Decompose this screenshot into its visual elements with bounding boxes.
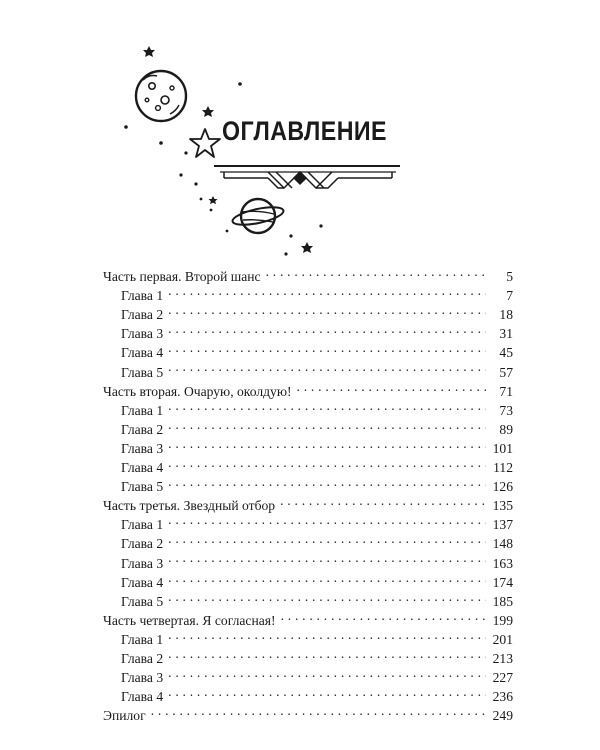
toc-page-number: 174: [492, 574, 513, 590]
toc-entry-label: Глава 4: [121, 460, 164, 476]
toc-page-number: 112: [493, 460, 513, 476]
toc-entry-label: Глава 1: [121, 517, 164, 533]
toc-entry-label: Глава 1: [121, 631, 164, 647]
toc-entry-label: Глава 5: [121, 364, 164, 380]
toc-page-number: 101: [492, 440, 513, 456]
toc-entry-label: Часть вторая. Очарую, околдую!: [103, 383, 292, 399]
dot-leader: [168, 510, 486, 529]
toc-entry-label: Часть первая. Второй шанс: [103, 269, 261, 285]
star-icon: [190, 129, 220, 157]
dot-leader: [281, 606, 486, 625]
toc-page-number: 249: [492, 708, 513, 724]
toc-page-number: 148: [492, 536, 513, 552]
toc-page-number: 126: [492, 479, 513, 495]
toc-entry-label: Эпилог: [103, 708, 146, 724]
toc-entry-label: Глава 1: [121, 288, 164, 304]
toc-page-number: 135: [492, 498, 513, 514]
dot-leader: [168, 529, 486, 548]
toc-page-number: 71: [499, 383, 513, 399]
toc-entry-label: Часть третья. Звездный отбор: [103, 498, 276, 514]
toc-page-number: 5: [506, 269, 513, 285]
dot-leader: [168, 548, 486, 567]
toc-page-number: 163: [492, 555, 513, 571]
dot-leader: [297, 377, 486, 396]
dot-leader: [168, 625, 486, 644]
ringed-planet-icon: [231, 199, 285, 233]
table-of-contents: [103, 262, 513, 724]
toc-page-number: 227: [492, 670, 513, 686]
toc-part-entry[interactable]: [103, 701, 513, 724]
dot-leader: [168, 663, 486, 682]
dot-leader: [168, 281, 486, 300]
dot-leader: [168, 300, 486, 319]
toc-entry-label: Глава 2: [121, 421, 164, 437]
toc-entry-label: Глава 1: [121, 402, 164, 418]
toc-page-number: 201: [492, 631, 513, 647]
star-dots: [124, 82, 322, 255]
dot-leader: [168, 319, 486, 338]
dot-leader: [168, 568, 486, 587]
toc-page-number: 45: [499, 345, 513, 361]
dot-leader: [168, 587, 486, 606]
dot-leader: [168, 472, 486, 491]
dot-leader: [168, 682, 486, 701]
toc-entry-label: Глава 2: [121, 650, 164, 666]
toc-page-number: 73: [499, 402, 513, 418]
star-icon: [143, 46, 313, 253]
toc-entry-label: Глава 4: [121, 689, 164, 705]
toc-page-number: 31: [499, 326, 513, 342]
dot-leader: [280, 491, 486, 510]
toc-entry-label: Глава 3: [121, 326, 164, 342]
toc-entry-label: Глава 4: [121, 345, 164, 361]
ornament-divider: [214, 166, 400, 188]
toc-page-number: 185: [492, 593, 513, 609]
toc-entry-label: Глава 3: [121, 440, 164, 456]
toc-entry-label: Глава 2: [121, 536, 164, 552]
toc-part-entry[interactable]: [103, 262, 513, 285]
page-title: ОГЛАВЛЕНИЕ: [222, 116, 387, 146]
toc-entry-label: Глава 2: [121, 307, 164, 323]
dot-leader: [168, 415, 486, 434]
dot-leader: [168, 453, 486, 472]
toc-entry-label: Глава 4: [121, 574, 164, 590]
dot-leader: [151, 701, 486, 720]
dot-leader: [168, 396, 486, 415]
toc-page-number: 213: [492, 650, 513, 666]
dot-leader: [168, 338, 486, 357]
toc-page-number: 18: [499, 307, 513, 323]
toc-page-number: 236: [492, 689, 513, 705]
toc-page-number: 137: [492, 517, 513, 533]
toc-entry-label: Глава 3: [121, 555, 164, 571]
toc-page-number: 89: [499, 421, 513, 437]
toc-page-number: 57: [499, 364, 513, 380]
dot-leader: [168, 644, 486, 663]
dot-leader: [168, 357, 486, 376]
toc-entry-label: Глава 3: [121, 670, 164, 686]
toc-entry-label: Часть четвертая. Я согласная!: [103, 612, 276, 628]
toc-page-number: 199: [492, 612, 513, 628]
toc-entry-label: Глава 5: [121, 593, 164, 609]
dot-leader: [266, 262, 486, 281]
moon-planet-icon: [136, 71, 186, 121]
dot-leader: [168, 434, 486, 453]
toc-page-number: 7: [506, 288, 513, 304]
toc-entry-label: Глава 5: [121, 479, 164, 495]
